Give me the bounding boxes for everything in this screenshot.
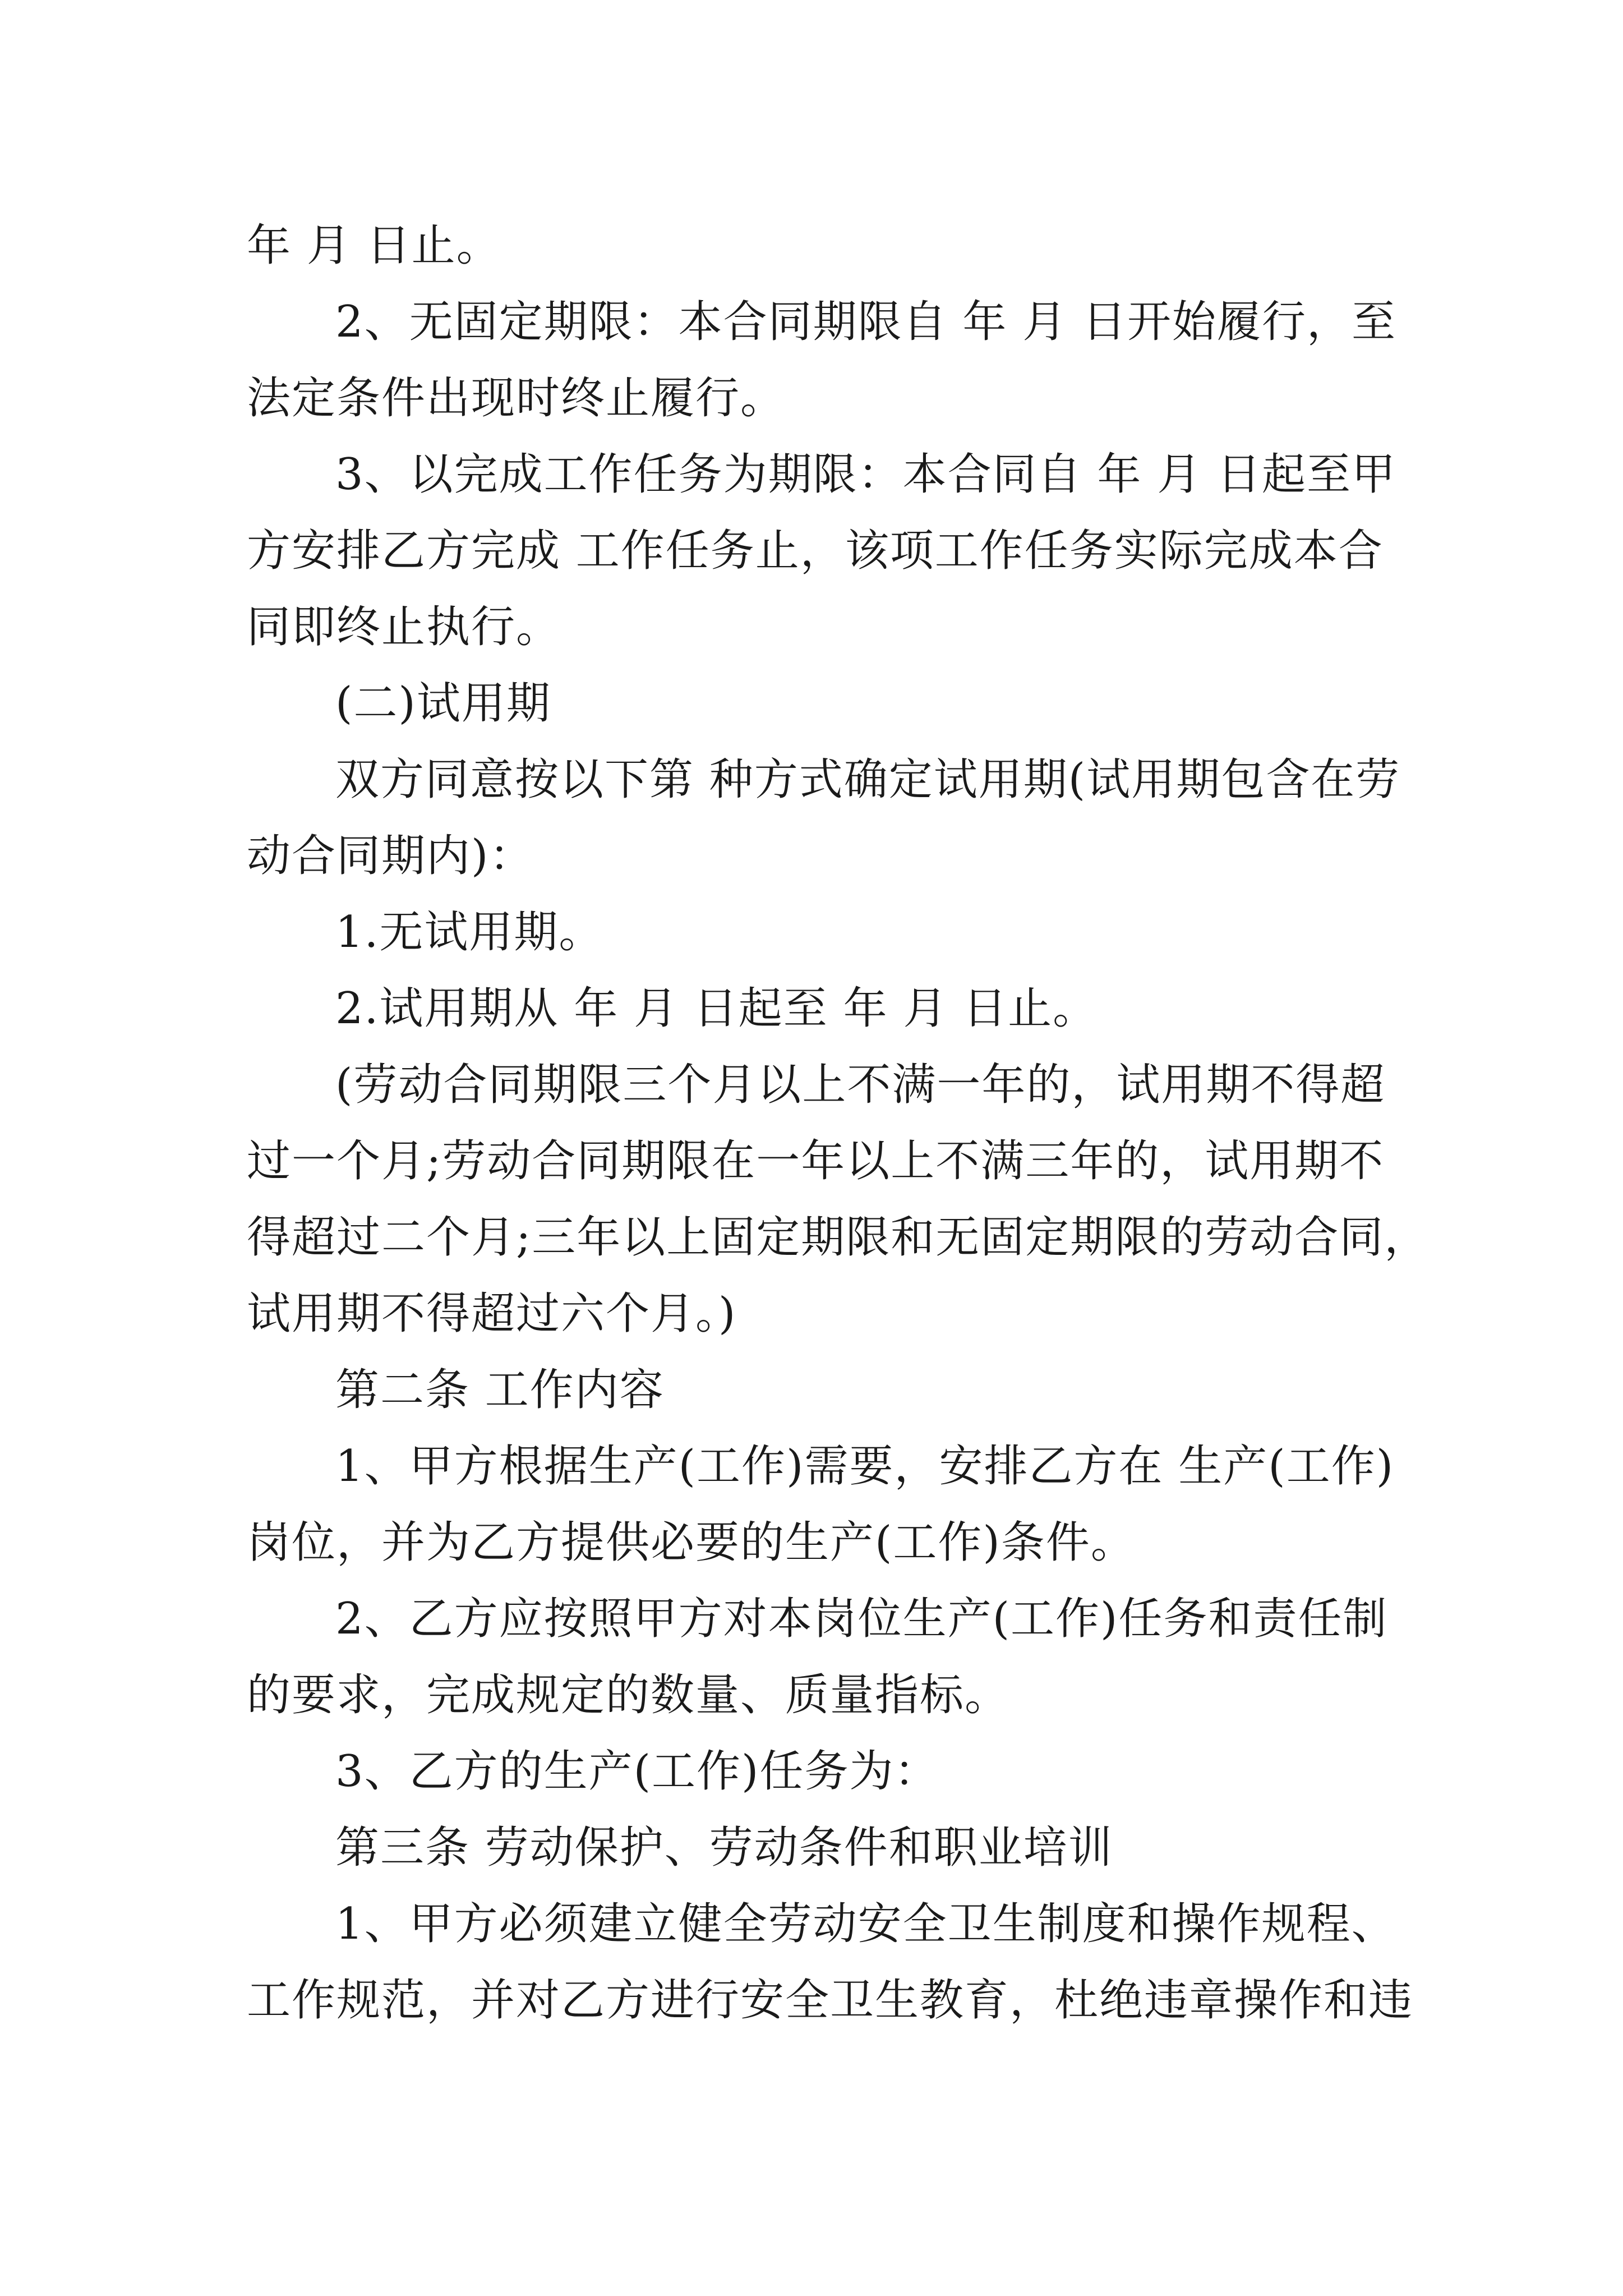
text-line: 动合同期内)： bbox=[247, 831, 534, 881]
text-line: 1、甲方根据生产(工作)需要，安排乙方在 生产(工作) bbox=[335, 1441, 1395, 1492]
text-line: 2、无固定期限：本合同期限自 年 月 日开始履行，至 bbox=[335, 297, 1397, 347]
text-line: 得超过二个月;三年以上固定期限和无固定期限的劳动合同， bbox=[247, 1212, 1430, 1263]
text-line: 方安排乙方完成 工作任务止，该项工作任务实际完成本合 bbox=[247, 526, 1384, 576]
section-heading: (二)试用期 bbox=[335, 678, 551, 729]
text-line: 2.试用期从 年 月 日起至 年 月 日止。 bbox=[335, 983, 1098, 1034]
text-line: 试用期不得超过六个月。) bbox=[247, 1289, 737, 1339]
text-line: 1.无试用期。 bbox=[335, 907, 604, 958]
text-line: 法定条件出现时终止履行。 bbox=[247, 373, 786, 424]
article-heading: 第二条 工作内容 bbox=[335, 1365, 665, 1415]
text-line: (劳动合同期限三个月以上不满一年的，试用期不得超 bbox=[335, 1060, 1386, 1110]
text-line: 同即终止执行。 bbox=[247, 602, 561, 652]
text-line: 3、以完成工作任务为期限：本合同自 年 月 日起至甲 bbox=[335, 449, 1397, 500]
text-line: 工作规范，并对乙方进行安全卫生教育，杜绝违章操作和违 bbox=[247, 1975, 1414, 2026]
text-line: 过一个月;劳动合同期限在一年以上不满三年的，试用期不 bbox=[247, 1136, 1385, 1186]
text-line: 2、乙方应按照甲方对本岗位生产(工作)任务和责任制 bbox=[335, 1594, 1388, 1644]
text-line: 3、乙方的生产(工作)任务为： bbox=[335, 1746, 939, 1797]
article-heading: 第三条 劳动保护、劳动条件和职业培训 bbox=[335, 1823, 1113, 1873]
text-line: 年 月 日止。 bbox=[247, 220, 501, 271]
text-line: 的要求，完成规定的数量、质量指标。 bbox=[247, 1670, 1010, 1720]
text-line: 双方同意按以下第 种方式确定试用期(试用期包含在劳 bbox=[335, 754, 1401, 805]
text-line: 1、甲方必须建立健全劳动安全卫生制度和操作规程、 bbox=[335, 1899, 1396, 1949]
text-line: 岗位，并为乙方提供必要的生产(工作)条件。 bbox=[247, 1517, 1136, 1568]
